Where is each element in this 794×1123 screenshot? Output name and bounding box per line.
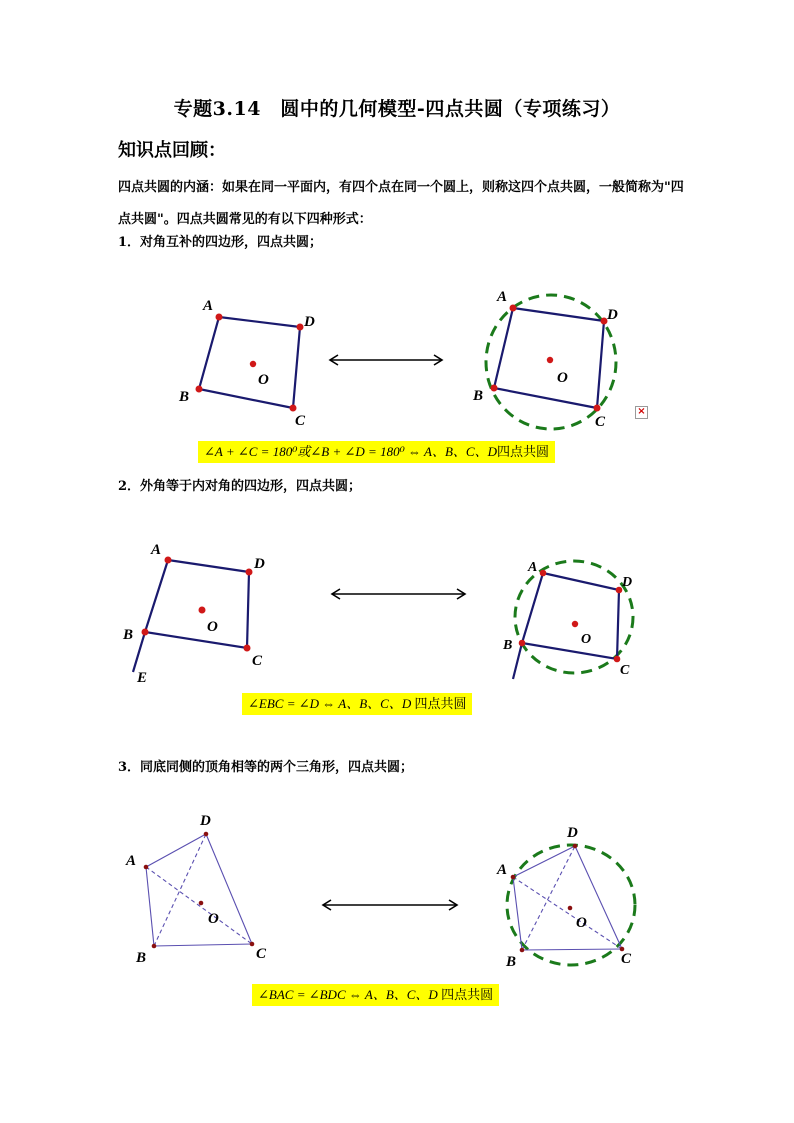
fig3-left-label-D: D [200,813,211,829]
fig1-right-point-B [491,385,498,392]
double-arrow-icon [330,355,442,365]
item-1-formula-suffix: 四点共圆 [497,444,550,459]
fig3-right-triangles [513,846,622,950]
fig1-right-point-O [547,357,553,363]
fig1-left-point-O [250,361,256,367]
item-1-heading: 1．对角互补的四边形，四点共圆； [118,235,323,250]
fig2-left-point-O [199,607,206,614]
fig2-right-quadrilateral [522,573,619,659]
fig2-right-extension [513,643,522,679]
fig1-left-label-C: C [295,413,306,429]
fig1-right-label-D: D [607,307,618,323]
figure-1 [0,280,794,440]
fig3-right-label-A: A [497,862,508,878]
fig3-right-label-D: D [567,825,578,841]
item-2-formula-suffix: 四点共圆 [411,696,467,711]
fig1-left-point-C [290,405,297,412]
item-2-formula-math: ∠EBC = ∠D ⇔ A、B、C、D [248,696,412,711]
fig3-right-label-O: O [576,915,587,931]
fig2-right-label-D: D [622,575,633,590]
fig1-left-point-B [196,386,203,393]
fig1-right-label-C: C [595,414,606,430]
fig3-left-point-C [250,942,255,947]
item-3-heading: 3．同底同侧的顶角相等的两个三角形，四点共圆； [118,760,414,775]
fig2-left-point-D [246,569,253,576]
fig2-right-label-O: O [581,632,592,647]
fig2-right-label-A: A [528,560,538,575]
fig3-left-point-A [144,865,149,870]
fig2-right-point-B [519,640,526,647]
item-3-formula-math: ∠BAC = ∠BDC ⇔ A、B、C、D [258,987,438,1002]
figure-2 [0,530,794,690]
fig3-left-point-D [204,832,209,837]
item-1-formula-math: ∠A + ∠C = 180⁰或∠B + ∠D = 180⁰ ⇔ A、B、C、D [204,444,497,459]
fig3-right-point-O [568,906,573,911]
item-2-formula [242,693,472,715]
item-2-heading: 2．外角等于内对角的四边形，四点共圆； [118,479,362,494]
fig1-left-label-A: A [203,298,214,314]
fig1-left-point-A [216,314,223,321]
item-3-formula [252,984,499,1006]
fig1-left-label-D: D [304,314,315,330]
fig2-left-label-D: D [254,556,265,572]
fig3-right-point-D [573,844,578,849]
fig3-left-point-O [199,901,204,906]
fig3-left-triangles [146,834,252,946]
fig2-left-extension-BE [133,632,145,672]
fig2-left-point-A [165,557,172,564]
fig1-right-label-A: A [497,289,508,305]
double-arrow-icon [323,900,457,910]
fig3-left-point-B [152,944,157,949]
fig1-right-label-O: O [557,370,568,386]
fig3-right-point-B [520,948,525,953]
fig1-left-quadrilateral [199,317,300,408]
fig2-left-label-E: E [137,670,148,686]
fig3-left-label-C: C [256,946,267,962]
fig3-left-label-B: B [136,950,147,966]
fig3-left-label-A: A [126,853,137,869]
fig2-left-label-A: A [151,542,162,558]
figure-3 [0,805,794,980]
fig2-left-point-C [244,645,251,652]
fig3-right-label-C: C [621,951,632,967]
fig2-right-point-A [540,570,547,577]
fig3-right-circle [507,845,635,965]
section-heading: 知识点回顾： [118,140,226,161]
fig3-left-label-O: O [208,911,219,927]
fig2-left-point-B [142,629,149,636]
fig2-right-point-O [572,621,578,627]
fig3-right-point-A [511,875,516,880]
broken-image-icon: × [635,406,648,419]
fig1-right-point-A [510,305,517,312]
item-3-formula-suffix: 四点共圆 [437,987,494,1002]
double-arrow-icon [332,589,465,599]
fig2-right-label-B: B [503,638,513,653]
page-title: 专题3.14 圆中的几何模型-四点共圆（专项练习） [173,98,621,120]
fig1-left-label-O: O [258,372,269,388]
intro-paragraph: 四点共圆的内涵：如果在同一平面内，有四个点在同一个圆上，则称这四个点共圆，一般简称为"四点共圆"。四点共圆常见的有以下四种形式： [118,180,684,227]
fig1-right-label-B: B [473,388,484,404]
fig2-left-label-C: C [252,653,263,669]
fig2-right-label-C: C [620,663,630,678]
fig2-left-label-B: B [123,627,134,643]
fig3-right-label-B: B [506,954,517,970]
fig1-left-point-D [297,324,304,331]
fig1-left-label-B: B [179,389,190,405]
item-1-formula [198,441,555,463]
fig2-left-label-O: O [207,619,218,635]
fig1-right-point-C [594,405,601,412]
fig2-left-quadrilateral [145,560,249,648]
fig2-right-point-C [614,656,621,663]
